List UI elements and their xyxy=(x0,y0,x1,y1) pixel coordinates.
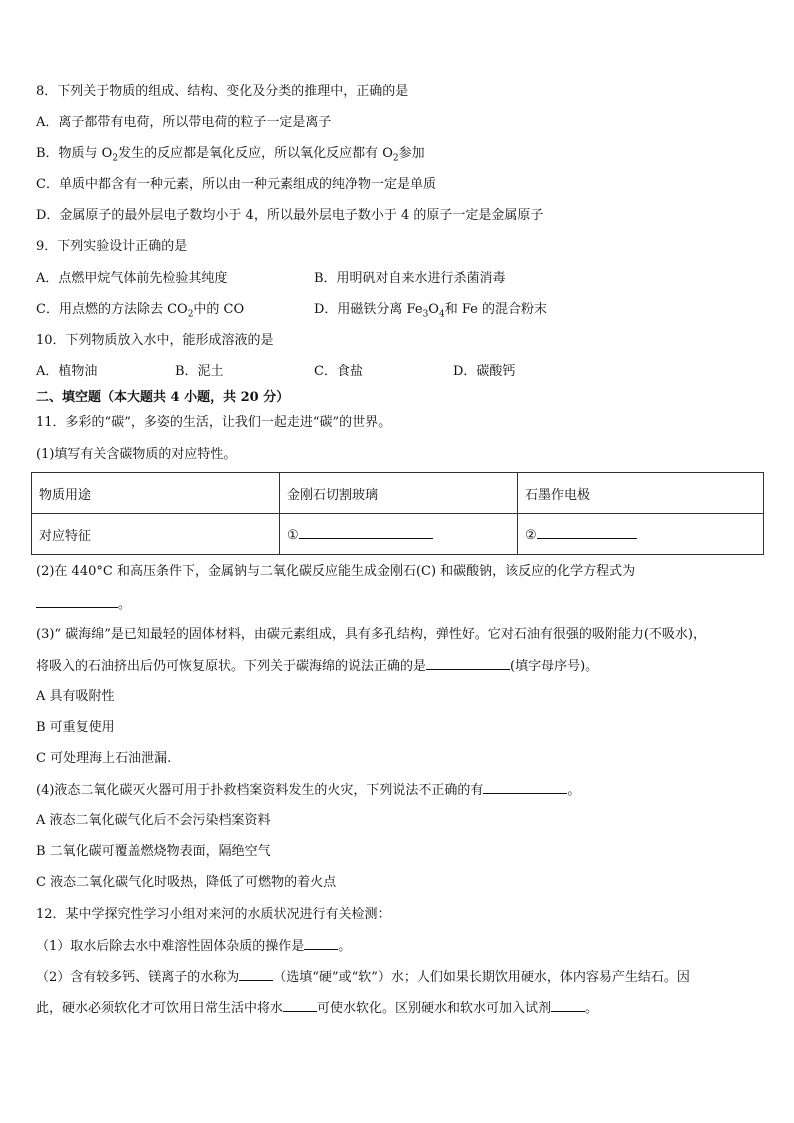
table-row xyxy=(32,473,764,514)
q10-option-b: B．泥土 xyxy=(175,364,224,379)
q10-option-d: D．碳酸钙 xyxy=(453,364,516,379)
q10-stem: 10．下列物质放入水中，能形成溶液的是 xyxy=(36,333,274,348)
q11-part3-option-a: A 具有吸附性 xyxy=(36,689,115,704)
table-cell: 对应特征 xyxy=(32,514,280,555)
q12-part1[interactable]: （1）取水后除去水中难溶性固体杂质的操作是 。 xyxy=(36,939,352,954)
q8-option-b: B．物质与 $O_2$发生的反应都是氧化反应，所以氧化反应都有 $O_2$参加 xyxy=(36,146,425,164)
q12-stem: 12．某中学探究性学习小组对来河的水质状况进行有关检测： xyxy=(36,907,391,922)
answer-cell-2[interactable]: ② xyxy=(518,514,764,555)
q12-part2-line2[interactable]: 此，硬水必须软化才可饮用日常生活中将水 可使水软化。区别硬水和软水可加入试剂 。 xyxy=(36,1001,599,1016)
q9-option-d: D．用磁铁分离 $Fe_3O_4$和 Fe 的混合粉末 xyxy=(314,302,547,320)
q9-option-b: B．用明矾对自来水进行杀菌消毒 xyxy=(314,271,506,286)
q8-option-a: A．离子都带有电荷，所以带电荷的粒子一定是离子 xyxy=(36,115,332,130)
q11-part4-option-b: B 二氧化碳可覆盖燃烧物表面，隔绝空气 xyxy=(36,844,271,859)
q12-part2[interactable]: （2）含有较多钙、镁离子的水称为 （选填“硬”或“软”）水；人们如果长期饮用硬水，体内容易产生结石。因 xyxy=(36,970,690,985)
q11-part3: (3)“ 碳海绵”是已知最轻的固体材料，由碳元素组成，具有多孔结构，弹性好。它对石油有很强的吸附能力(不吸水)， xyxy=(36,627,706,642)
q10-option-c: C．食盐 xyxy=(314,364,363,379)
q11-part3-option-b: B 可重复使用 xyxy=(36,720,115,735)
section-heading: 二、填空题（本大题共 4 小题，共 20 分） xyxy=(36,390,290,405)
q11-part3-line2[interactable]: 将吸入的石油挤出后仍可恢复原状。下列关于碳海绵的说法正确的是 (填字母序号)。 xyxy=(36,659,599,674)
q8-option-d: D．金属原子的最外层电子数均小于 4，所以最外层电子数小于 4 的原子一定是金属原子 xyxy=(36,208,544,223)
q9-option-a: A．点燃甲烷气体前先检验其纯度 xyxy=(36,271,228,286)
q11-part4[interactable]: (4)液态二氧化碳灭火器可用于扑救档案资料发生的火灾，下列说法不正确的有 。 xyxy=(36,783,581,798)
q11-stem: 11．多彩的“碳”，多姿的生活，让我们一起走进“碳”的世界。 xyxy=(36,415,392,430)
q10-option-a: A．植物油 xyxy=(36,364,98,379)
answer-cell-1[interactable]: ① xyxy=(280,514,518,555)
q11-part3-option-c: C 可处理海上石油泄漏. xyxy=(36,751,172,766)
q8-option-c: C．单质中都含有一种元素，所以由一种元素组成的纯净物一定是单质 xyxy=(36,177,436,192)
q11-part2: (2)在 440°C 和高压条件下，金属钠与二氧化碳反应能生成金刚石(C) 和碳酸钠，该反应的化学方程式为 xyxy=(36,564,636,579)
q9-stem: 9．下列实验设计正确的是 xyxy=(36,239,188,254)
table-cell: 石墨作电极 xyxy=(518,473,764,514)
q11-part4-option-a: A 液态二氧化碳气化后不会污染档案资料 xyxy=(36,813,271,828)
q11-part4-option-c: C 液态二氧化碳气化时吸热，降低了可燃物的着火点 xyxy=(36,875,337,890)
table-row xyxy=(32,514,764,555)
table-cell: 物质用途 xyxy=(32,473,280,514)
q11-part1: (1)填写有关含碳物质的对应特性。 xyxy=(36,447,237,462)
table-cell: 金刚石切割玻璃 xyxy=(280,473,518,514)
q9-option-c: C．用点燃的方法除去 $CO_2$中的 CO xyxy=(36,302,245,320)
q11-part2-answer[interactable]: 。 xyxy=(36,595,131,614)
q8-stem: 8．下列关于物质的组成、结构、变化及分类的推理中，正确的是 xyxy=(36,84,409,99)
property-table xyxy=(31,472,764,555)
